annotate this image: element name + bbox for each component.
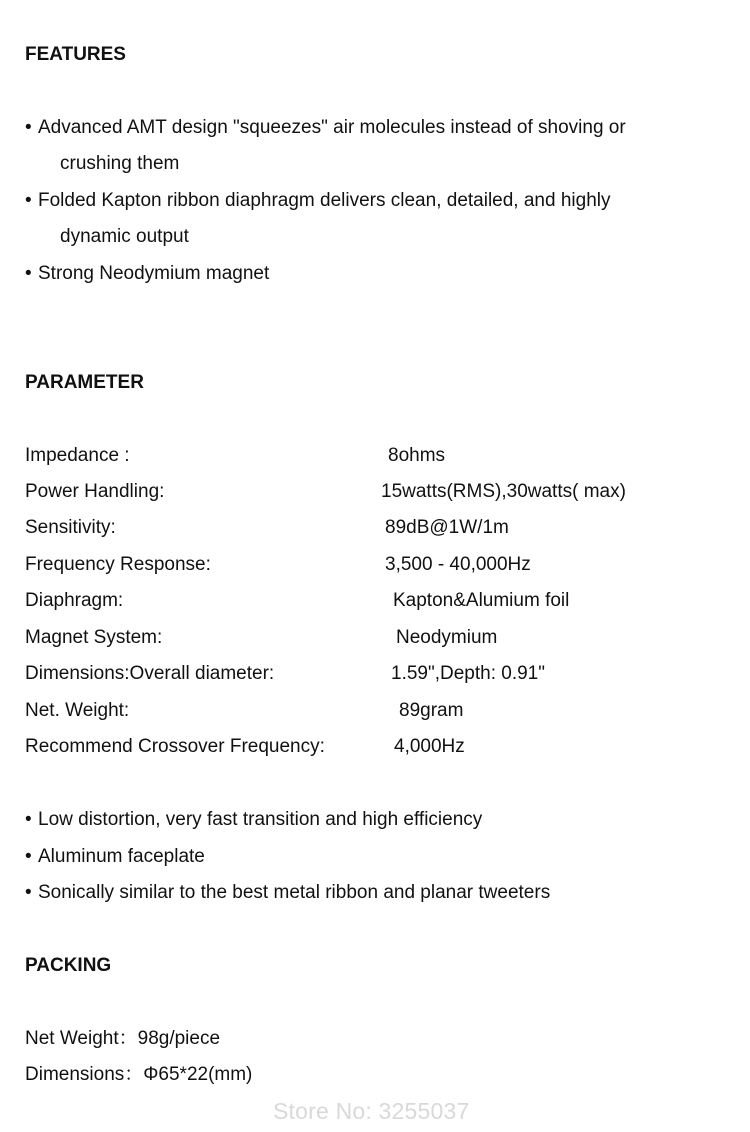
bullet-dot: •	[25, 882, 32, 903]
param-value-crossover: 4,000Hz	[394, 736, 465, 757]
param-label-magnet-system: Magnet System:	[25, 627, 163, 648]
param-label-power-handling: Power Handling:	[25, 481, 165, 502]
feature-item-2-continued: dynamic output	[60, 226, 189, 247]
param-value-dimensions: 1.59",Depth: 0.91"	[391, 663, 545, 684]
parameter-heading: PARAMETER	[25, 372, 144, 393]
param-bullet-text: Low distortion, very fast transition and high efficiency	[38, 809, 483, 830]
param-label-frequency-response: Frequency Response:	[25, 554, 211, 575]
param-bullet-1	[25, 809, 482, 831]
param-value-power-handling: 15watts(RMS),30watts( max)	[381, 481, 626, 502]
features-heading: FEATURES	[25, 44, 126, 65]
param-bullet-text: Sonically similar to the best metal ribbon and planar tweeters	[38, 882, 551, 903]
feature-item-text: Strong Neodymium magnet	[38, 263, 270, 284]
feature-item-text: Advanced AMT design "squeezes" air molecules instead of shoving or	[38, 117, 626, 138]
feature-item-1	[25, 117, 626, 139]
param-value-impedance: 8ohms	[388, 445, 446, 466]
bullet-dot: •	[25, 809, 32, 830]
param-label-sensitivity: Sensitivity:	[25, 517, 116, 538]
feature-item-3	[25, 263, 269, 285]
packing-net-weight: Net Weight：98g/piece	[25, 1028, 221, 1049]
param-value-sensitivity: 89dB@1W/1m	[385, 517, 509, 538]
param-label-net-weight: Net. Weight:	[25, 700, 130, 721]
param-bullet-2	[25, 846, 205, 868]
param-bullet-3	[25, 882, 550, 904]
bullet-dot: •	[25, 190, 32, 211]
bullet-dot: •	[25, 117, 32, 138]
param-label-diaphragm: Diaphragm:	[25, 590, 124, 611]
feature-item-text: Folded Kapton ribbon diaphragm delivers clean, detailed, and highly	[38, 190, 611, 211]
param-value-frequency-response: 3,500 - 40,000Hz	[385, 554, 531, 575]
packing-dimensions: Dimensions：Φ65*22(mm)	[25, 1064, 253, 1085]
param-label-crossover: Recommend Crossover Frequency:	[25, 736, 325, 757]
bullet-dot: •	[25, 263, 32, 284]
param-label-dimensions: Dimensions:Overall diameter:	[25, 663, 275, 684]
param-value-diaphragm: Kapton&Alumium foil	[393, 590, 570, 611]
feature-item-1-continued: crushing them	[60, 153, 180, 174]
store-number-watermark: Store No: 3255037	[273, 1098, 470, 1124]
bullet-dot: •	[25, 846, 32, 867]
feature-item-2	[25, 190, 611, 212]
param-value-magnet-system: Neodymium	[396, 627, 498, 648]
packing-heading: PACKING	[25, 955, 112, 976]
param-label-impedance: Impedance :	[25, 445, 130, 466]
param-bullet-text: Aluminum faceplate	[38, 846, 205, 867]
param-value-net-weight: 89gram	[399, 700, 464, 721]
